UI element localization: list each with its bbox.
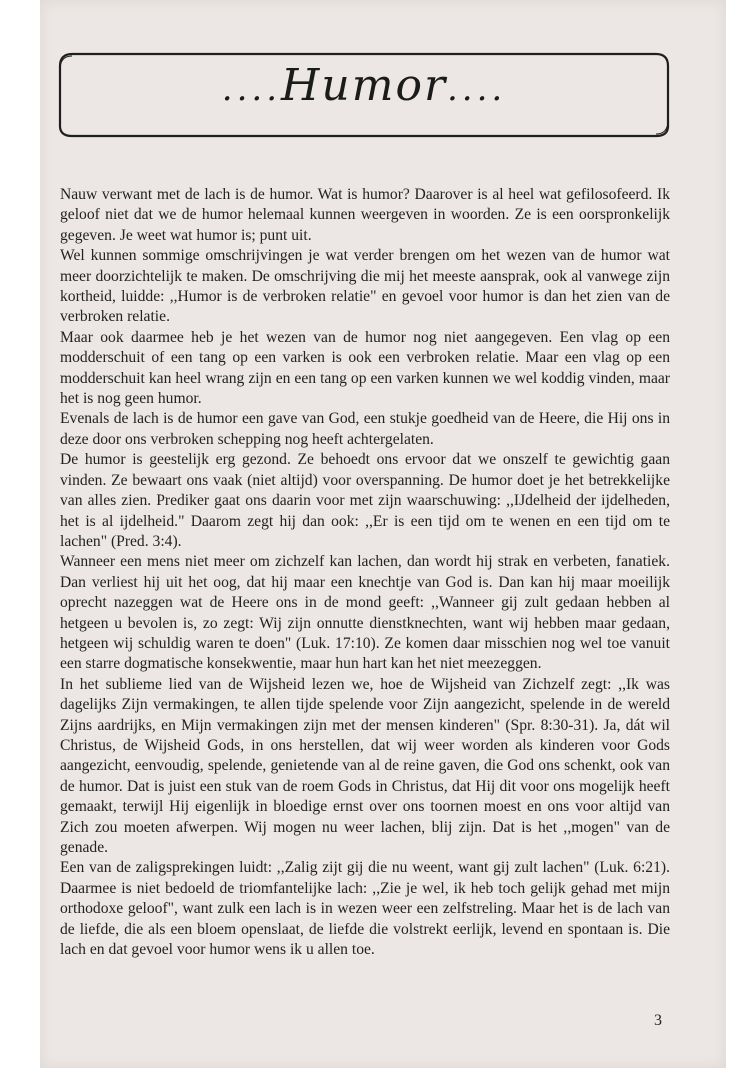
paragraph-2: Wel kunnen sommige omschrijvingen je wat verder brengen om het wezen van de humor wat meer doorzichtelijk te maken. De omschrijving die mij het meeste aansprak, ook al vanwege zijn kortheid, luidde: ,,Humor is de verbroken relatie" en gevoel voor humor is dan het zien van de verbroken relatie. xyxy=(60,247,670,326)
paragraph-7: In het sublieme lied van de Wijsheid lezen we, hoe de Wijsheid van Zichzelf zegt: ,,Ik was dagelijks Zijn vermakingen, te allen tijde spelende voor Zijn aangezicht, spelende in de wereld Zijns aardrijks, en Mijn vermakingen zijn met der mensen kinderen" (Spr. 8:30-31). Ja, dát wil Christus, de Wijsheid Gods, in ons herstellen, dat wij weer worden als kinderen voor Gods aangezicht, eenvoudig, spelende, genietende van al de reine gaven, die God ons schenkt, ook van de humor. Dat is juist een stuk van de roem Gods in Christus, dat Hij dit voor ons mogelijk heeft gemaakt, terwijl Hij eigenlijk in bloedige ernst over ons toornen moest en ons voor altijd van Zich zou moeten afwerpen. Wij mogen nu weer lachen, blij zijn. Dat is het ,,mogen" van de genade. xyxy=(60,675,670,856)
title-text: Humor xyxy=(281,60,447,111)
paragraph-4: Evenals de lach is de humor een gave van God, een stukje goedheid van de Heere, die Hij ons in deze door ons verbroken schepping nog heeft achtergelaten. xyxy=(60,410,670,448)
page-title xyxy=(58,60,670,111)
paragraph-6: Wanneer een mens niet meer om zichzelf kan lachen, dan wordt hij strak en verbeten, fanatiek. Dan verliest hij uit het oog, dat hij maar een knechtje van God is. Dan kan hij maar moeilijk oprecht nazeggen wat de Heere ons in de mond geeft: ,,Wanneer gij zult gedaan hebben al hetgeen u bevolen is, zo zegt: Wij zijn onnutte dienstknechten, want wij hebben maar gedaan, hetgeen wij schuldig waren te doen" (Luk. 17:10). Ze komen daar misschien nog wel toe vanuit een starre dogmatische konsekwentie, maar hun hart kan het niet meezeggen. xyxy=(60,553,670,673)
paragraph-3: Maar ook daarmee heb je het wezen van de humor nog niet aangegeven. Een vlag op een modderschuit of een tang op een varken is ook een verbroken relatie. Maar een vlag op een modderschuit kan heel wrang zijn en een tang op een varken kunnen we wel koddig vinden, maar het is nog geen humor. xyxy=(60,328,670,408)
paragraph-5: De humor is geestelijk erg gezond. Ze behoedt ons ervoor dat we onszelf te gewichtig gaan vinden. Ze bewaart ons vaak (niet altijd) voor overspanning. De humor doet je het betrekkelijke van alles zien. Prediker gaat ons daarin voor met zijn waarschuwing: ,,IJdelheid der ijdelheden, het is al ijdelheid." Daarom zegt hij dan ook: ,,Er is een tijd om te wenen en een tijd om te lachen" (Pred. 3:4). xyxy=(60,451,670,550)
article-body xyxy=(60,185,670,960)
page-number: 3 xyxy=(654,1012,662,1029)
title-banner xyxy=(58,50,670,140)
paragraph-8: Een van de zaligsprekingen luidt: ,,Zalig zijt gij die nu weent, want gij zult lachen" (Luk. 6:21). Daarmee is niet bedoeld de triomfantelijke lach: ,,Zie je wel, ik heb toch gelijk gehad met mijn orthodoxe geloof", want zulk een lach is in wezen weer een zelfstreling. Maar het is de lach van de liefde, die als een bloem openslaat, de liefde die volstrekt eerlijk, levend en spontaan is. Die lach en dat gevoel voor humor wens ik u allen toe. xyxy=(60,859,670,959)
title-dots-left: .... xyxy=(221,69,282,109)
paragraph-1: Nauw verwant met de lach is de humor. Wat is humor? Daarover is al heel wat gefilosofeerd. Ik geloof niet dat we de humor helemaal kunnen weergeven in woorden. Ze is een oorspronkelijk gegeven. Je weet wat humor is; punt uit. xyxy=(60,186,670,244)
title-dots-right: .... xyxy=(446,69,507,109)
